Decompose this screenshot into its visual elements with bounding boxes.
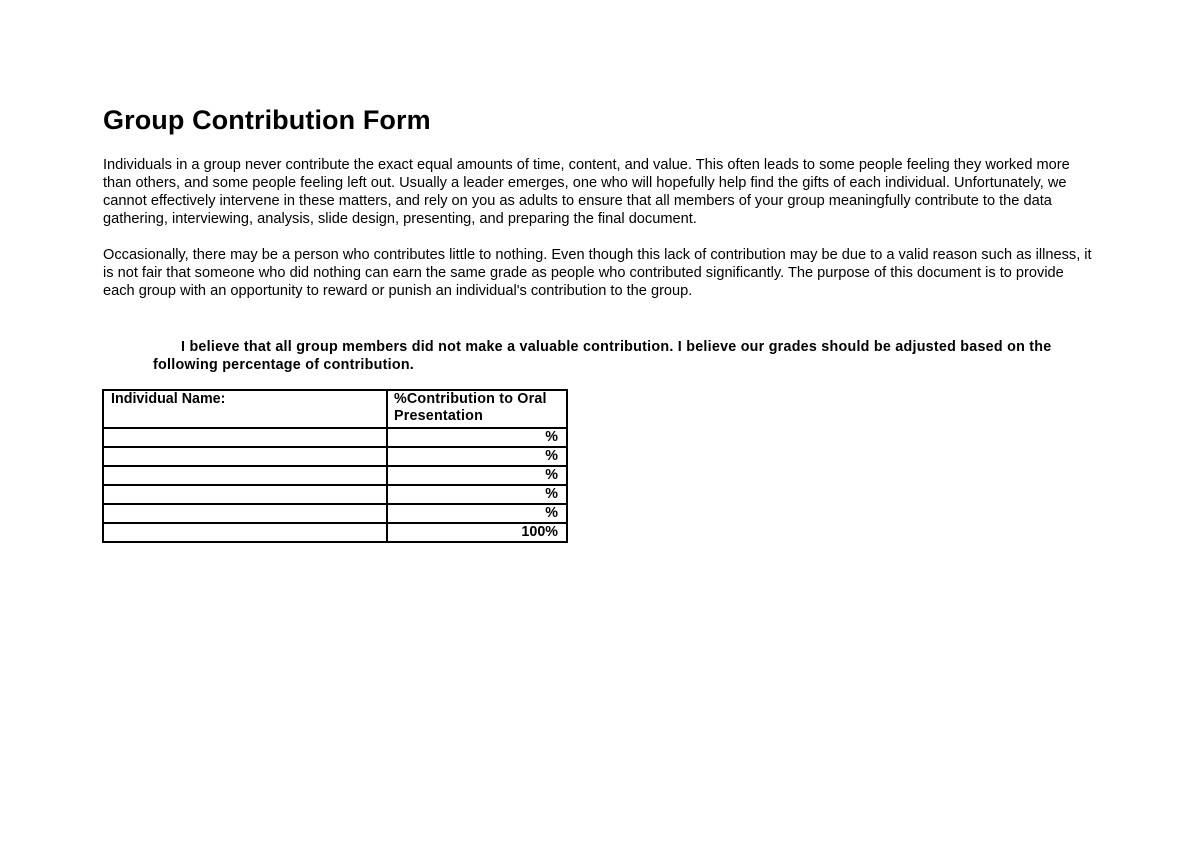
contribution-table: [102, 389, 568, 543]
contribution-statement: I believe that all group members did not make a valuable contribution. I believe our grades should be adjusted based on the following percentage of contribution.: [153, 339, 1052, 373]
table-row: [103, 466, 567, 485]
name-cell[interactable]: [103, 504, 387, 523]
purpose-paragraph: Occasionally, there may be a person who contributes little to nothing. Even though this lack of contribution may be due to a valid reason such as illness, it is not fair that someone who did nothing can earn the same grade as people who contributed significantly. The purpose of this document is to provide each group with an opportunity to reward or punish an individual's contribution to the group.: [103, 247, 1092, 299]
table-total-row: [103, 523, 567, 542]
name-cell[interactable]: [103, 447, 387, 466]
percent-cell[interactable]: %: [387, 485, 567, 504]
form-title: Group Contribution Form: [103, 105, 431, 135]
table-row: [103, 428, 567, 447]
percent-cell[interactable]: %: [387, 428, 567, 447]
total-percent-cell: 100%: [387, 523, 567, 542]
table-row: [103, 504, 567, 523]
intro-paragraph: Individuals in a group never contribute the exact equal amounts of time, content, and value. This often leads to some people feeling they worked more than others, and some people feeling left out. Usually a leader emerges, one who will hopefully help find the gifts of each individual. Unfortunately, we cannot effectively intervene in these matters, and rely on you as adults to ensure that all members of your group meaningfully contribute to the data gathering, interviewing, analysis, slide design, presenting, and preparing the final document.: [103, 157, 1070, 227]
name-cell[interactable]: [103, 523, 387, 542]
table-header-row: [103, 390, 567, 428]
header-individual-name: Individual Name:: [103, 390, 387, 428]
header-contribution: %Contribution to Oral Presentation: [387, 390, 567, 428]
name-cell[interactable]: [103, 485, 387, 504]
table-row: [103, 485, 567, 504]
percent-cell[interactable]: %: [387, 504, 567, 523]
document-page: [103, 104, 1093, 374]
percent-cell[interactable]: %: [387, 466, 567, 485]
table-row: [103, 447, 567, 466]
name-cell[interactable]: [103, 428, 387, 447]
percent-cell[interactable]: %: [387, 447, 567, 466]
name-cell[interactable]: [103, 466, 387, 485]
